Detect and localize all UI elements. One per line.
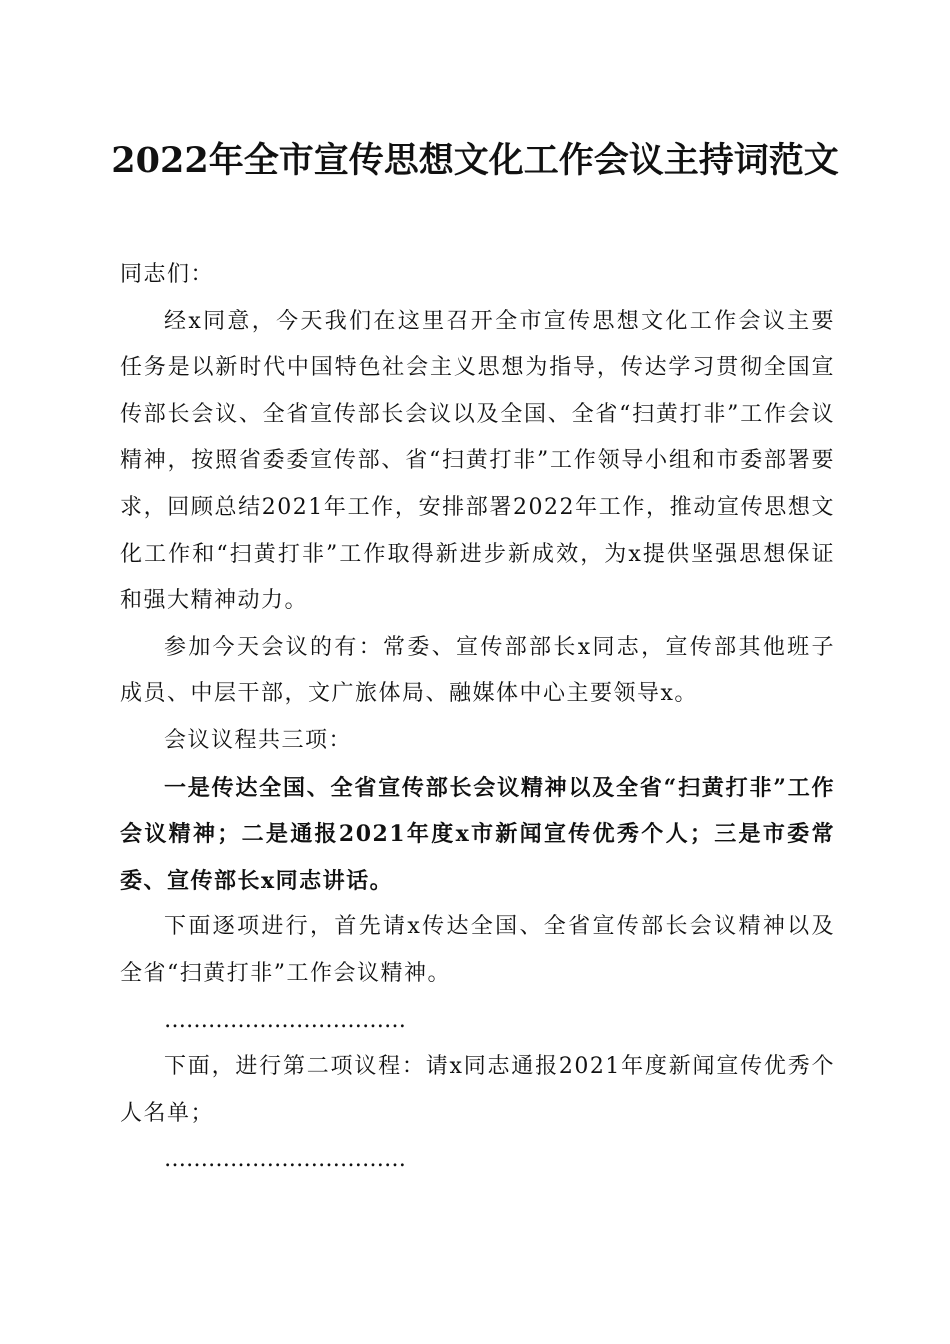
document-body bbox=[120, 252, 835, 1184]
paragraph-attendees: 参加今天会议的有：常委、宣传部部长x同志，宣传部其他班子成员、中层干部，文广旅体局、融媒体中心主要领导x。 bbox=[120, 634, 835, 707]
salutation: 同志们： bbox=[120, 262, 215, 287]
document-title: 2022年全市宣传思想文化工作会议主持词范文 bbox=[111, 140, 839, 181]
paragraph-agenda-intro: 会议议程共三项： bbox=[164, 727, 353, 753]
paragraph-first-item: 下面逐项进行，首先请x传达全国、全省宣传部长会议精神以及全省“扫黄打非”工作会议精神。 bbox=[120, 914, 835, 986]
paragraph-agenda-items: 一是传达全国、全省宣传部长会议精神以及全省“扫黄打非”工作会议精神；二是通报2021年度x市新闻宣传优秀个人；三是市委常委、宣传部长x同志讲话。 bbox=[120, 774, 835, 894]
ellipsis-separator: …………………………… bbox=[164, 1147, 406, 1173]
paragraph-opening: 经x同意，今天我们在这里召开全市宣传思想文化工作会议主要任务是以新时代中国特色社会主义思想为指导，传达学习贯彻全国宣传部长会议、全省宣传部长会议以及全国、全省“扫黄打非”工作会议精神，按照省委委宣传部、省“扫黄打非”工作领导小组和市委部署要求，回顾总结2021年工作，安排部署2022年工作，推动宣传思想文化工作和“扫黄打非”工作取得新进步新成效，为x提供坚强思想保证和强大精神动力。 bbox=[120, 308, 835, 614]
paragraph-second-item: 下面，进行第二项议程：请x同志通报2021年度新闻宣传优秀个人名单； bbox=[120, 1054, 835, 1126]
ellipsis-separator: …………………………… bbox=[164, 1007, 406, 1033]
